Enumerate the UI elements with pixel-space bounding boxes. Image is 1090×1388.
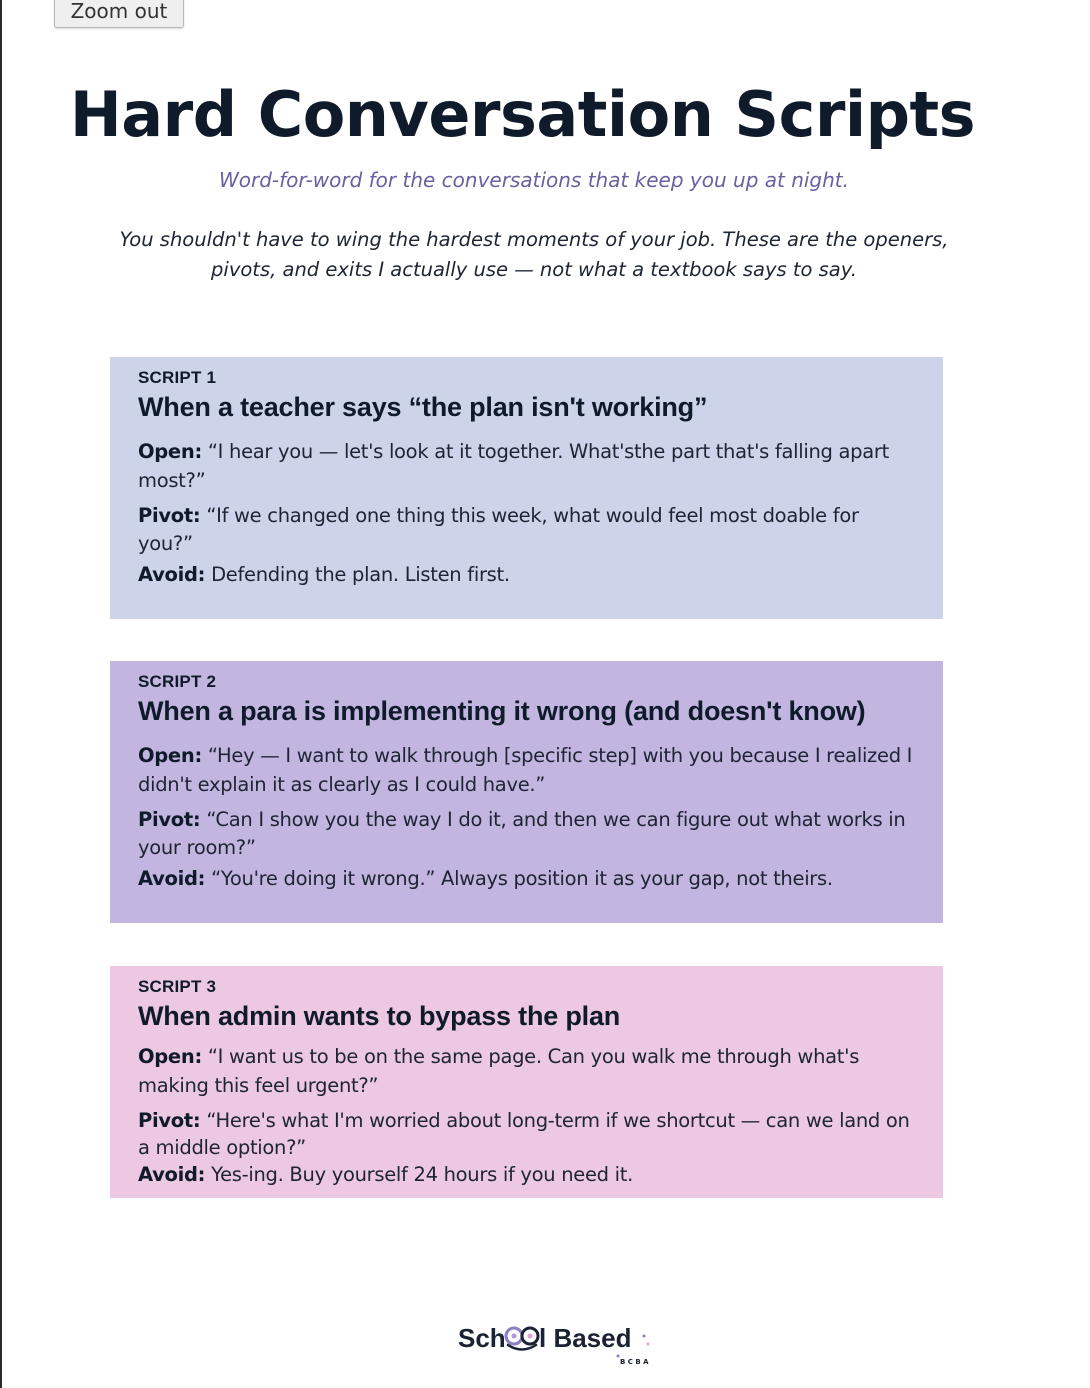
script-heading: When a para is implementing it wrong (and doesn't know) — [138, 696, 866, 726]
script-pivot-row — [138, 1107, 915, 1161]
zoom-out-button[interactable]: Zoom out — [54, 0, 184, 28]
logo-graphic — [458, 1318, 658, 1368]
script-open-row — [138, 437, 915, 495]
script-heading: When a teacher says “the plan isn't working” — [138, 392, 708, 422]
logo-badge-text: B C B A — [620, 1358, 649, 1366]
script-pivot-row — [138, 502, 915, 558]
script-card-3 — [110, 966, 943, 1198]
logo-face-icon — [506, 1328, 538, 1350]
script-avoid-row — [138, 560, 915, 589]
script-open-row — [138, 1042, 915, 1100]
script-label: SCRIPT 1 — [138, 368, 217, 387]
school-based-bcba-logo — [458, 1318, 658, 1368]
pivot-text: “Here's what I'm worried about long-term if we shortcut — can we land on a middle option?” — [138, 1109, 910, 1159]
script-open-row — [138, 741, 915, 799]
intro-paragraph: You shouldn't have to wing the hardest moments of your job. These are the openers, pivots, and exits I actually use — not what a textbook says to say. — [119, 228, 949, 281]
script-pivot-row — [138, 806, 915, 862]
script-label: SCRIPT 3 — [138, 977, 217, 996]
open-label: Open: — [138, 744, 202, 767]
script-heading: When admin wants to bypass the plan — [138, 1001, 621, 1031]
pivot-label: Pivot: — [138, 1109, 201, 1132]
pivot-text: “If we changed one thing this week, what would feel most doable for you?” — [138, 504, 859, 555]
open-label: Open: — [138, 440, 202, 463]
script-label: SCRIPT 2 — [138, 672, 217, 691]
avoid-label: Avoid: — [138, 1163, 206, 1186]
avoid-text: “You're doing it wrong.” Always position it as your gap, not theirs. — [211, 867, 833, 890]
script-card-1 — [110, 357, 943, 619]
script-avoid-row — [138, 1161, 915, 1188]
open-text: “Hey — I want to walk through [specific step] with you because I realized I didn't explain it as clearly as I could have.” — [138, 744, 913, 796]
script-avoid-row — [138, 864, 915, 893]
script-card-2 — [110, 661, 943, 923]
page-subtitle: Word-for-word for the conversations that keep you up at night. — [218, 168, 850, 192]
avoid-label: Avoid: — [138, 867, 206, 890]
logo-text-right: l Based — [539, 1323, 632, 1353]
page-edge-rule — [0, 0, 2, 1388]
pivot-label: Pivot: — [138, 504, 201, 527]
open-text: “I hear you — let's look at it together. What'sthe part that's falling apart most?” — [138, 440, 889, 492]
page-title: Hard Conversation Scripts — [69, 78, 976, 151]
avoid-label: Avoid: — [138, 563, 206, 586]
logo-text-left: Sch — [458, 1323, 506, 1353]
open-text: “I want us to be on the same page. Can you walk me through what's making this feel urgent?” — [138, 1045, 860, 1097]
avoid-text: Yes-ing. Buy yourself 24 hours if you need it. — [211, 1163, 634, 1186]
pivot-label: Pivot: — [138, 808, 201, 831]
avoid-text: Defending the plan. Listen first. — [211, 563, 510, 586]
pivot-text: “Can I show you the way I do it, and then we can figure out what works in your room?” — [138, 808, 906, 859]
open-label: Open: — [138, 1045, 202, 1068]
